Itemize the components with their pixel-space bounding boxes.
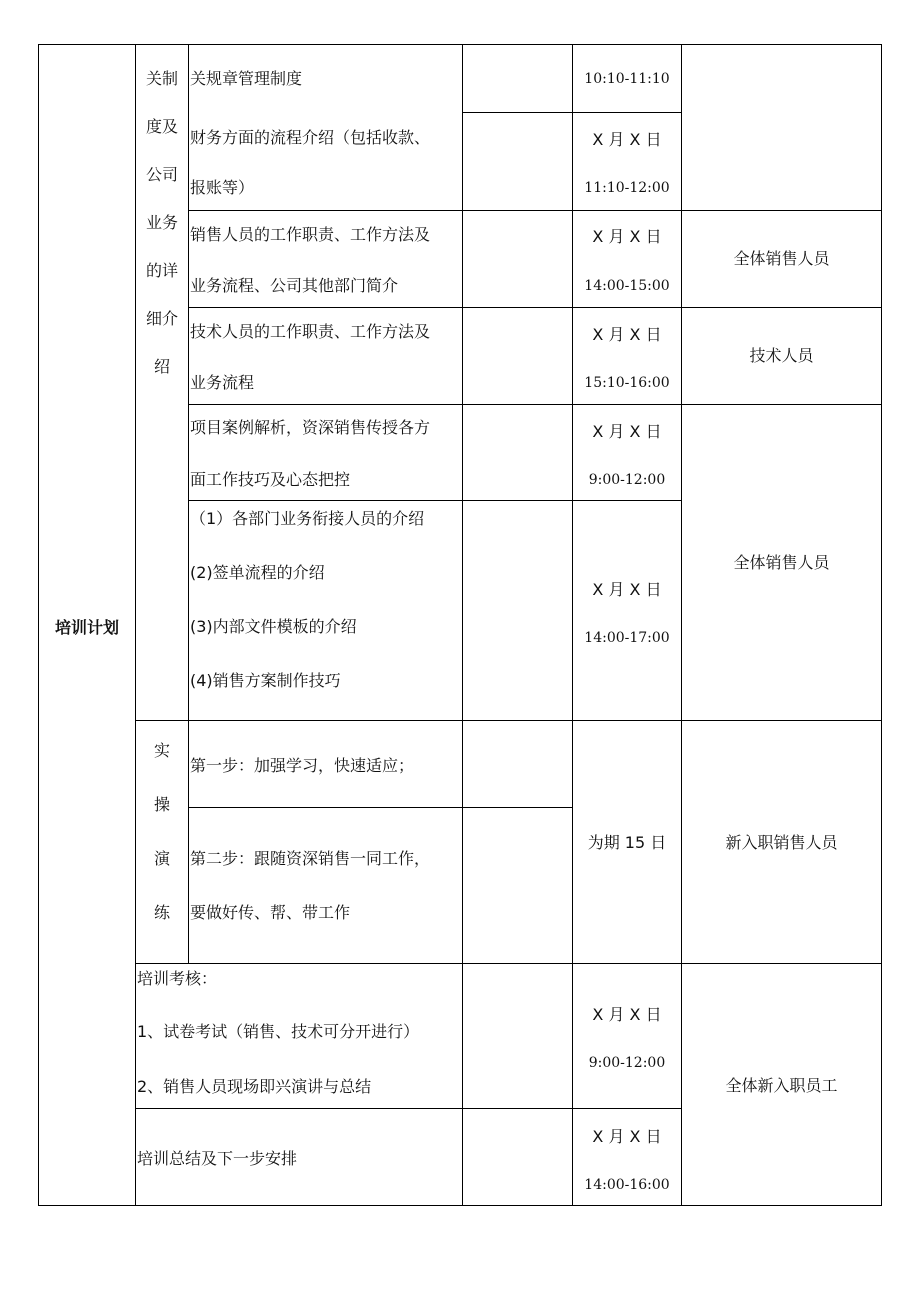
row-content: 面工作技巧及心态把控 — [190, 470, 351, 489]
row-date: X 月 X 日 — [592, 580, 662, 599]
row-time: 15:10-16:00 — [584, 375, 670, 391]
row-audience: 技术人员 — [749, 346, 814, 365]
exam-date: X 月 X 日 — [592, 1005, 662, 1024]
row-time: 10:10-11:10 — [584, 71, 670, 87]
row-content: 财务方面的流程介绍（包括收款、 — [190, 128, 431, 147]
section2-category-line: 演 — [153, 849, 170, 868]
exam-line: 1、试卷考试（销售、技术可分开进行） — [137, 1022, 420, 1041]
row-date: X 月 X 日 — [592, 325, 662, 344]
row-date: X 月 X 日 — [592, 422, 662, 441]
section2-category-line: 练 — [153, 903, 170, 922]
row-content: 销售人员的工作职责、工作方法及 — [190, 225, 431, 244]
row-content: (2)签单流程的介绍 — [190, 563, 325, 582]
section1-category-line: 关制 — [145, 69, 178, 88]
column-divider — [462, 44, 463, 1206]
row-content: 报账等） — [190, 178, 255, 197]
section2-category-line: 操 — [153, 795, 170, 814]
section2-category-line: 实 — [153, 741, 170, 760]
section-divider — [135, 720, 881, 721]
row-content: 关规章管理制度 — [190, 69, 303, 88]
section-divider — [135, 963, 881, 964]
row-divider — [188, 210, 881, 211]
table-border-bottom — [38, 1205, 881, 1206]
summary-date: X 月 X 日 — [592, 1127, 662, 1146]
column-divider — [572, 44, 573, 1206]
row-date: X 月 X 日 — [592, 130, 662, 149]
section1-category-line: 度及 — [145, 117, 178, 136]
row-content: (4)销售方案制作技巧 — [190, 671, 341, 690]
row-content: (3)内部文件模板的介绍 — [190, 617, 357, 636]
summary-time: 14:00-16:00 — [584, 1177, 670, 1193]
section1-category-line: 细介 — [145, 309, 178, 328]
section1-category-line: 业务 — [145, 213, 178, 232]
summary-text: 培训总结及下一步安排 — [137, 1149, 298, 1168]
exam-line: 培训考核： — [137, 969, 218, 988]
merged-audience: 全体销售人员 — [733, 553, 830, 572]
table-border-right — [881, 44, 882, 1206]
section3-audience: 全体新入职员工 — [725, 1076, 838, 1095]
row-time: 14:00-15:00 — [584, 278, 670, 294]
row-content: 业务流程 — [190, 373, 255, 392]
column-divider — [188, 44, 189, 964]
table-border-top — [38, 44, 881, 45]
row-divider — [188, 307, 881, 308]
training-plan-label: 培训计划 — [54, 618, 119, 637]
row-content: 技术人员的工作职责、工作方法及 — [190, 322, 431, 341]
step1-text: 第一步：加强学习，快速适应； — [190, 756, 415, 775]
duration-text: 为期 15 日 — [587, 833, 667, 852]
row-time: 11:10-12:00 — [584, 180, 670, 196]
row-divider — [188, 807, 572, 808]
row-content: 项目案例解析，资深销售传授各方 — [190, 418, 431, 437]
row-divider — [188, 404, 881, 405]
exam-line: 2、销售人员现场即兴演讲与总结 — [137, 1077, 372, 1096]
section1-category-line: 绍 — [153, 357, 170, 376]
row-audience: 全体销售人员 — [733, 249, 830, 268]
row-divider — [135, 1108, 681, 1109]
step2-text: 要做好传、帮、带工作 — [190, 903, 351, 922]
row-time: 14:00-17:00 — [584, 630, 670, 646]
row-date: X 月 X 日 — [592, 227, 662, 246]
section1-category-line: 公司 — [145, 165, 178, 184]
exam-time: 9:00-12:00 — [588, 1055, 666, 1071]
column-divider — [681, 44, 682, 1206]
row-content: 业务流程、公司其他部门简介 — [190, 276, 399, 295]
section2-audience: 新入职销售人员 — [725, 833, 838, 852]
row-content: （1）各部门业务衔接人员的介绍 — [190, 509, 425, 528]
row-time: 9:00-12:00 — [588, 472, 666, 488]
step2-text: 第二步：跟随资深销售一同工作， — [190, 849, 431, 868]
section1-category-line: 的详 — [145, 261, 178, 280]
row-divider — [188, 500, 681, 501]
